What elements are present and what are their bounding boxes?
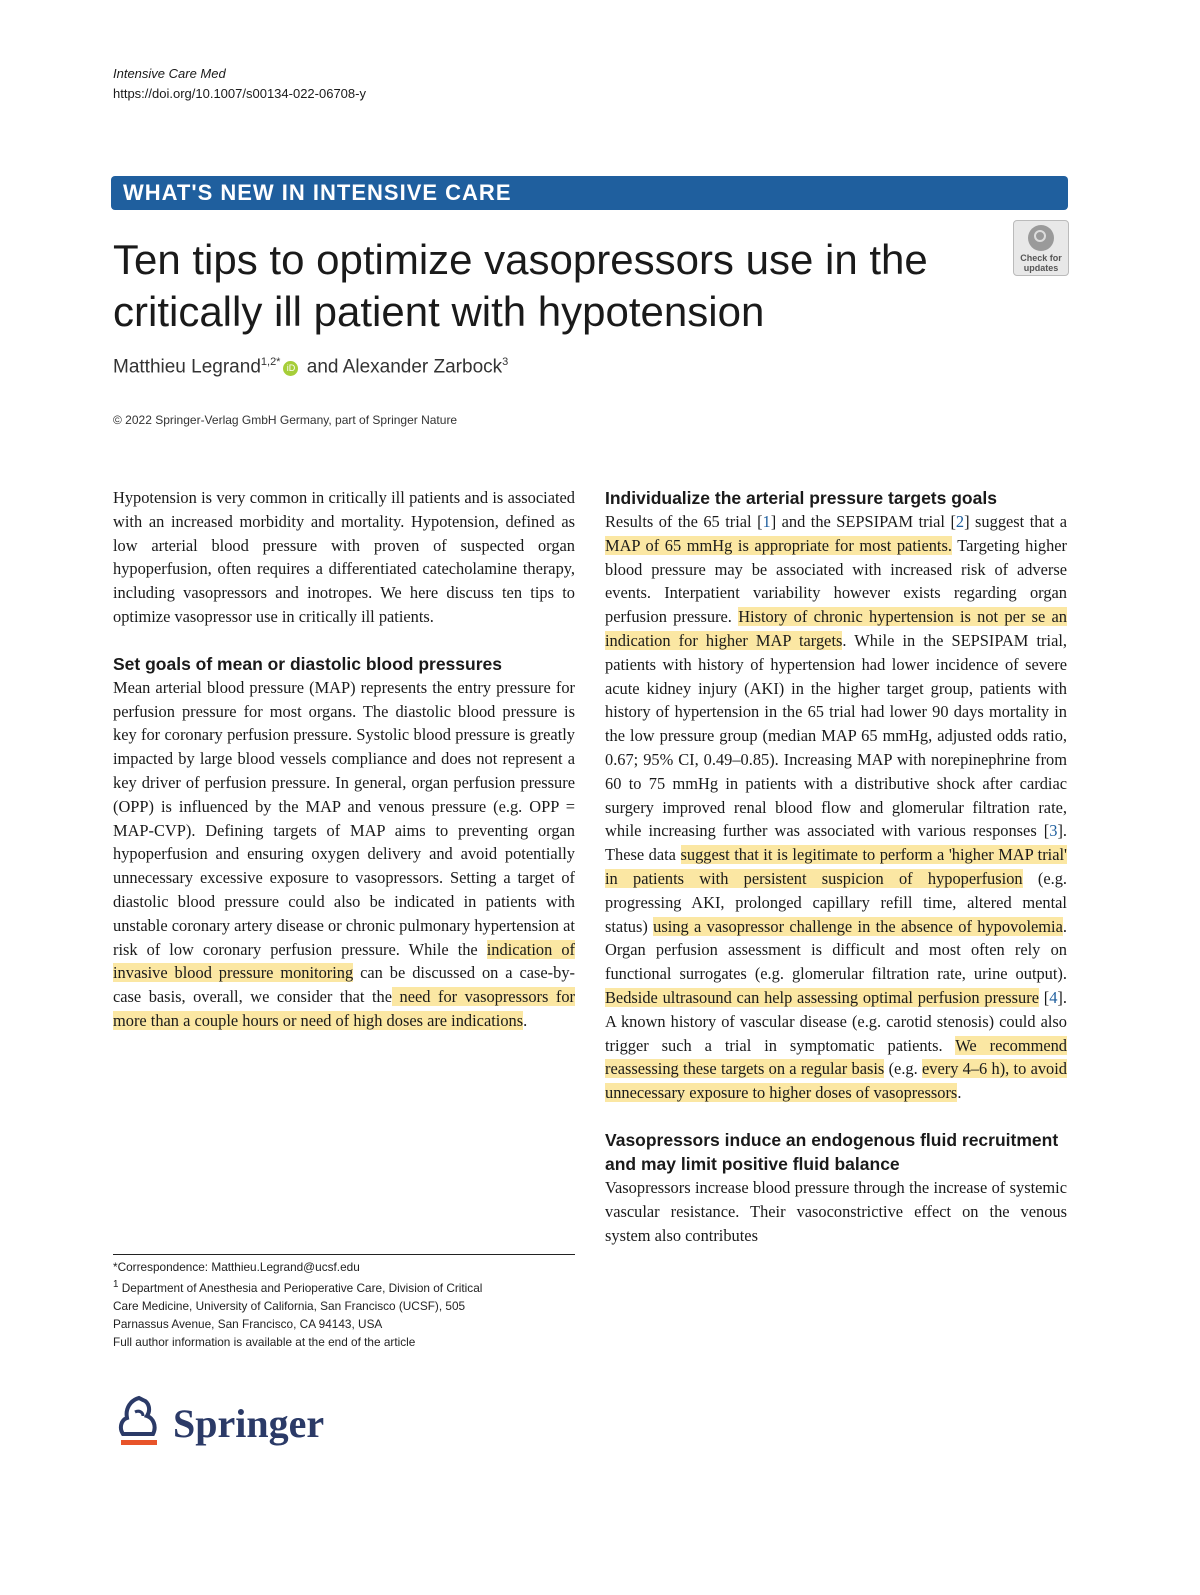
author-1: Matthieu Legrand bbox=[113, 356, 261, 378]
author-1-affiliation: 1,2* bbox=[260, 356, 281, 368]
check-updates-label: Check for updates bbox=[1020, 253, 1062, 273]
text-run: ]. These data bbox=[605, 821, 1067, 865]
springer-horse-icon bbox=[113, 1394, 165, 1450]
affiliation-text: Department of Anesthesia and Perioperative Care, Division of Critical bbox=[118, 1280, 483, 1295]
text-run: (e.g. progressing AKI, prolonged capillary refill time, altered mental status) bbox=[605, 868, 1067, 936]
highlight-span: History of chronic hypertension is not per se an indication for higher MAP targets bbox=[605, 607, 1067, 650]
check-for-updates-badge[interactable] bbox=[1013, 220, 1069, 276]
text-run: can be discussed on a case-by-case basis, overall, we consider that the bbox=[113, 963, 575, 1007]
abstract-paragraph: Hypotension is very common in critically ill patients and is associated with an increased morbidity and mortality. Hypotension, defined as low arterial blood pressure with proven of suspected organ hypoperfusion, often requires a differentiated catecholamine therapy, including vasopressors and inotropes. We here discuss ten tips to optimize vasopressor use in critically ill patients. bbox=[113, 488, 575, 626]
highlight-span: MAP of 65 mmHg is appropriate for most patients. bbox=[605, 535, 952, 555]
orcid-icon[interactable]: iD bbox=[283, 361, 298, 376]
reference-link[interactable]: 4 bbox=[1049, 987, 1058, 1007]
reference-link[interactable]: 1 bbox=[762, 512, 771, 531]
highlight-span: suggest that it is legitimate to perform a 'higher MAP trial' in patients with persistent suspicion of hypoperfusion bbox=[605, 845, 1067, 888]
text-run: . bbox=[957, 1083, 962, 1103]
article-title: Ten tips to optimize vasopressors use in the critically ill patient with hypotension bbox=[113, 236, 928, 335]
full-author-info: Full author information is available at the end of the article bbox=[113, 1334, 416, 1349]
text-run: Mean arterial blood pressure (MAP) represents the entry pressure for perfusion pressure for most organs. The diastolic blood pressure is key for coronary perfusion pressure. Systolic blood pressure is greatly impacted by large blood vessels compliance and does not represent a key driver of perfusion pressure. In general, organ perfusion pressure (OPP) is influenced by the MAP and venous pressure (e.g. OPP = MAP-CVP). Defining targets of MAP aims to preventing organ hypoperfusion and ensuring oxygen delivery and avoid potentially unnecessary excessive exposure to vasopressors. Setting a target of diastolic blood pressure could also be indicated in patients with unstable coronary artery disease or chronic pulmonary hypertension at risk of low coronary perfusion pressure. While the bbox=[113, 677, 575, 959]
text-run: ]. A known history of vascular disease (e.g. carotid stenosis) could also trigger such a trial in symptomatic patients. bbox=[605, 987, 1067, 1055]
author-2-affiliation: 3 bbox=[502, 356, 509, 368]
highlight-span: every 4–6 h), to avoid unnecessary exposure to higher doses of vasopressors bbox=[605, 1059, 1067, 1103]
author-line bbox=[113, 356, 508, 378]
reference-link[interactable]: 2 bbox=[955, 512, 965, 531]
footnotes bbox=[113, 1254, 575, 1351]
paragraph-fluid-recruitment: Vasopressors increase blood pressure through the increase of systemic vascular resistance. Their vasoconstrictive effect on the venous system also contributes bbox=[605, 1177, 1067, 1245]
check-updates-icon bbox=[1028, 225, 1054, 251]
affiliation-line: Care Medicine, University of California, San Francisco (UCSF), 505 bbox=[113, 1298, 466, 1313]
heading-set-goals: Set goals of mean or diastolic blood pressures bbox=[113, 653, 502, 674]
springer-logo bbox=[113, 1394, 373, 1454]
springer-wordmark: Springer bbox=[173, 1401, 325, 1446]
copyright-line: © 2022 Springer-Verlag GmbH Germany, part of Springer Nature bbox=[113, 413, 458, 427]
affiliation-number: 1 bbox=[113, 1279, 119, 1290]
text-run: ] suggest that a bbox=[964, 512, 1068, 531]
text-run: [ bbox=[1038, 987, 1050, 1007]
highlight-span: indication of invasive blood pressure monitoring bbox=[113, 939, 575, 983]
paragraph-set-goals bbox=[113, 676, 575, 1033]
highlight-span: using a vasopressor challenge in the absence of hypovolemia bbox=[653, 916, 1063, 936]
reference-link[interactable]: 3 bbox=[1049, 821, 1058, 841]
text-run: . While in the SEPSIPAM trial, patients with history of hypertension had lower incidence of severe acute kidney injury (AKI) in the higher target group, patients with history of hypertension in the 65 trial had lower 90 days mortality in the low pressure group (median MAP 65 mmHg, adjusted odds ratio, 0.67; 95% CI, 0.49–0.85). Increasing MAP with norepinephrine from 60 to 75 mmHg in patients with a distributive shock after cardiac surgery improved renal blood flow and glomerular filtration rate, while increasing further was associated with various responses [ bbox=[605, 630, 1067, 841]
text-run: (e.g. bbox=[884, 1059, 922, 1079]
affiliation-line bbox=[113, 1276, 575, 1297]
springer-logo-bar bbox=[121, 1440, 157, 1445]
highlight-span: Bedside ultrasound can help assessing optimal perfusion pressure bbox=[605, 987, 1039, 1007]
paragraph-individualize-targets bbox=[605, 510, 1067, 1105]
text-run: Targeting higher blood pressure may be associated with increased risk of adverse events. Interpatient variability however exists regarding organ perfusion pressure. bbox=[605, 535, 1068, 627]
right-column bbox=[605, 486, 1067, 1247]
doi-link[interactable]: https://doi.org/10.1007/s00134-022-06708-y bbox=[113, 86, 366, 101]
heading-individualize-targets: Individualize the arterial pressure targets goals bbox=[605, 488, 997, 508]
author-2: and Alexander Zarbock bbox=[301, 356, 503, 378]
correspondence-line: *Correspondence: Matthieu.Legrand@ucsf.edu bbox=[113, 1260, 360, 1274]
journal-name: Intensive Care Med bbox=[113, 66, 226, 81]
text-run: . bbox=[523, 1010, 528, 1030]
text-run: . Organ perfusion assessment is difficult and most often rely on functional surrogates (e.g. glomerular filtration rate, urine output). bbox=[605, 916, 1067, 984]
section-label: WHAT'S NEW IN INTENSIVE CARE bbox=[123, 180, 512, 205]
section-label-bar bbox=[111, 176, 1068, 210]
text-run: ] and the SEPSIPAM trial [ bbox=[770, 512, 956, 531]
highlight-span: need for vasopressors for more than a couple hours or need of high doses are indications bbox=[113, 987, 575, 1030]
left-column bbox=[113, 486, 575, 1033]
text-run: Results of the 65 trial [ bbox=[605, 512, 763, 531]
highlight-span: We recommend reassessing these targets on a regular basis bbox=[605, 1035, 1067, 1079]
affiliation-line: Parnassus Avenue, San Francisco, CA 94143, USA bbox=[113, 1316, 383, 1331]
heading-fluid-recruitment: Vasopressors induce an endogenous fluid recruitment and may limit positive fluid balance bbox=[605, 1129, 1059, 1174]
